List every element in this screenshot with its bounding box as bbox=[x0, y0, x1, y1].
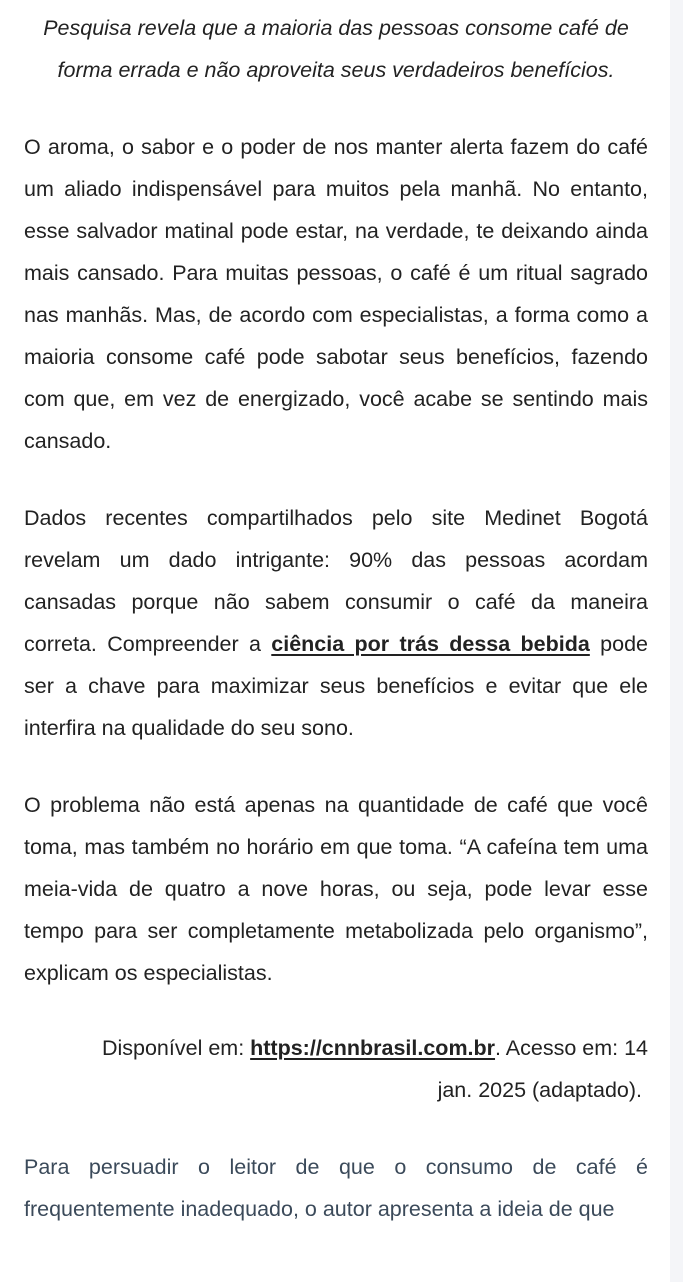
article-content bbox=[24, 7, 648, 1230]
paragraph-3: O problema não está apenas na quantidade de café que você toma, mas também no horário em que toma. “A cafeína tem uma meia-vida de quatro a nove horas, ou seja, pode levar esse tempo para ser completamente metabolizada pelo organismo”, explicam os especialistas. bbox=[24, 793, 648, 985]
source-citation bbox=[24, 1027, 648, 1111]
spacer bbox=[24, 749, 648, 784]
paragraph-1: O aroma, o sabor e o poder de nos manter alerta fazem do café um aliado indispensável para muitos pela manhã. No entanto, esse salvador matinal pode estar, na verdade, te deixando ainda mais cansado. Para muitas pessoas, o café é um ritual sagrado nas manhãs. Mas, de acordo com especialistas, a forma como a maioria consome café pode sabotar seus benefícios, fazendo com que, em vez de energizado, você acabe se sentindo mais cansado. bbox=[24, 135, 648, 453]
right-edge-panel bbox=[670, 0, 683, 1282]
paragraph-2 bbox=[24, 497, 648, 749]
spacer bbox=[24, 1111, 648, 1146]
question-stem: Para persuadir o leitor de que o consumo de café é frequentemente inadequado, o autor apresenta a ideia de que bbox=[24, 1155, 648, 1221]
source-prefix: Disponível em: bbox=[101, 1036, 251, 1060]
article-intro: Pesquisa revela que a maioria das pessoas consome café de forma errada e não aproveita seus verdadeiros benefícios. bbox=[43, 16, 629, 82]
spacer bbox=[24, 91, 648, 126]
source-date: jan. 2025 (adaptado). bbox=[437, 1078, 642, 1102]
science-link[interactable]: ciência por trás dessa bebida bbox=[271, 632, 590, 656]
source-link[interactable]: https://cnnbrasil.com.br bbox=[250, 1036, 496, 1060]
paragraph-2-text-before: Dados recentes compartilhados pelo site Medinet Bogotá revelam um dado intrigante: 90% das pessoas acordam cansadas porque não sabem consumir o café da maneira correta. Compreender a bbox=[24, 506, 648, 656]
source-suffix: . Acesso em: 14 bbox=[495, 1036, 648, 1060]
spacer bbox=[24, 462, 648, 497]
spacer bbox=[24, 994, 648, 1027]
paragraph-2-text-after: pode ser a chave para maximizar seus benefícios e evitar que ele interfira na qualidade do seu sono. bbox=[24, 632, 648, 740]
